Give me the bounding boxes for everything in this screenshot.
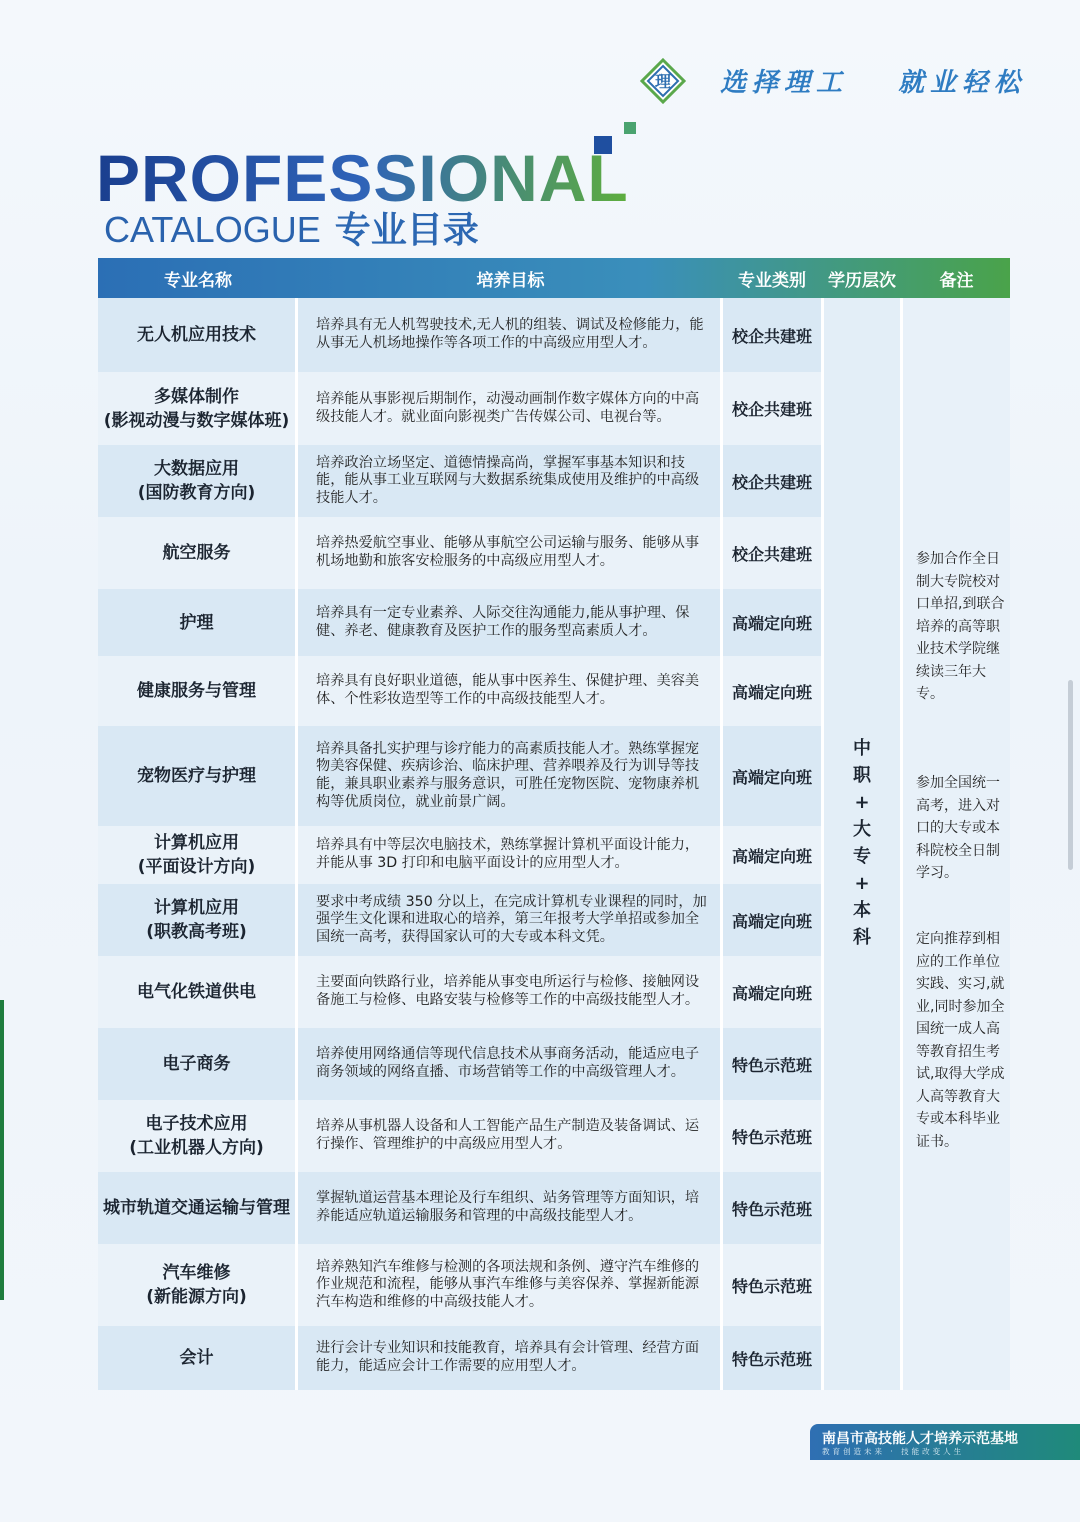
major-name: 会计 (98, 1326, 298, 1390)
scrollbar-thumb[interactable] (1068, 680, 1073, 870)
major-goal: 培养使用网络通信等现代信息技术从事商务活动，能适应电子商务领域的网络直播、市场营销等工作的中高级管理人才。 (298, 1028, 723, 1100)
major-name: 汽车维修 (新能源方向) (98, 1244, 298, 1326)
note-2: 参加全国统一高考，进入对口的大专或本科院校全日制学习。 (916, 775, 1000, 881)
major-goal: 培养具有一定专业素养、人际交往沟通能力,能从事护理、保健、养老、健康教育及医护工作的服务型高素质人才。 (298, 589, 723, 656)
major-goal: 培养能从事影视后期制作，动漫动画制作数字媒体方向的中高级技能人才。就业面向影视类广告传媒公司、电视台等。 (298, 372, 723, 445)
major-name: 护理 (98, 589, 298, 656)
page-subtitle (104, 208, 479, 252)
major-goal: 培养具有中等层次电脑技术，熟练掌握计算机平面设计能力，并能从事 3D 打印和电脑平面设计的应用型人才。 (298, 826, 723, 884)
major-category: 校企共建班 (723, 372, 821, 445)
major-category: 高端定向班 (723, 826, 821, 884)
major-goal: 培养具备扎实护理与诊疗能力的高素质技能人才。熟练掌握宠物美容保健、疾病诊治、临床护理、营养喂养及行为训导等技能，兼具职业素养与服务意识，可胜任宠物医院、宠物康养机构等优质岗位，就业前景广阔。 (298, 726, 723, 826)
major-name: 多媒体制作 (影视动漫与数字媒体班) (98, 372, 298, 445)
major-goal: 要求中考成绩 350 分以上，在完成计算机专业课程的同时，加强学生文化课和进取心的培养，第三年报考大学单招或参加全国统一高考，获得国家认可的大专或本科文凭。 (298, 884, 723, 956)
subtitle-en: CATALOGUE (104, 209, 321, 250)
major-category: 校企共建班 (723, 517, 821, 589)
notes-column (903, 298, 1010, 1390)
major-category: 特色示范班 (723, 1028, 821, 1100)
slogan-right: 就业轻松 (898, 68, 1027, 98)
subtitle-cn: 专业目录 (334, 209, 479, 250)
header-category: 专业类别 (738, 270, 806, 291)
major-category: 特色示范班 (723, 1172, 821, 1244)
major-name: 大数据应用 (国防教育方向) (98, 445, 298, 517)
major-goal: 培养从事机器人设备和人工智能产品生产制造及装备调试、运行操作、管理维护的中高级应用型人才。 (298, 1100, 723, 1172)
major-category: 特色示范班 (723, 1326, 821, 1390)
school-logo-icon (640, 58, 686, 104)
table-body (98, 298, 1010, 1390)
major-goal: 掌握轨道运营基本理论及行车组织、站务管理等方面知识，培养能适应轨道运输服务和管理的中高级技能型人才。 (298, 1172, 723, 1244)
level-text: 中 职 + 大 专 + 本 科 (853, 738, 871, 948)
major-goal: 培养熟知汽车维修与检测的各项法规和条例、遵守汽车维修的作业规范和流程，能够从事汽车维修与美容保养、掌握新能源汽车构造和维修的中高级技能人才。 (298, 1244, 723, 1326)
major-name: 电子商务 (98, 1028, 298, 1100)
major-name: 宠物医疗与护理 (98, 726, 298, 826)
major-category: 高端定向班 (723, 956, 821, 1028)
major-category: 校企共建班 (723, 298, 821, 372)
footer-title: 南昌市高技能人才培养示范基地 (822, 1431, 1018, 1447)
slogan-left: 选择理工 (720, 68, 849, 98)
header-level: 学历层次 (828, 270, 896, 291)
level-column (821, 298, 903, 1390)
major-name: 无人机应用技术 (98, 298, 298, 372)
major-name: 城市轨道交通运输与管理 (98, 1172, 298, 1244)
major-category: 高端定向班 (723, 884, 821, 956)
note-3: 定向推荐到相应的工作单位实践、实习,就业,同时参加全国统一成人高等教育招生考试,取得大学成人高等教育大专或本科毕业证书。 (916, 931, 1005, 1150)
major-category: 特色示范班 (723, 1244, 821, 1326)
catalogue-table (98, 258, 1010, 1390)
page-title: PROFESSIONAL (96, 138, 629, 218)
major-category: 校企共建班 (723, 445, 821, 517)
major-goal: 进行会计专业知识和技能教育，培养具有会计管理、经营方面能力，能适应会计工作需要的应用型人才。 (298, 1326, 723, 1390)
table-header (98, 258, 1010, 298)
major-category: 高端定向班 (723, 656, 821, 726)
major-category: 高端定向班 (723, 726, 821, 826)
header-notes: 备注 (939, 270, 974, 291)
major-name: 计算机应用 (平面设计方向) (98, 826, 298, 884)
note-1: 参加合作全日制大专院校对口单招,到联合培养的高等职业技术学院继续读三年大专。 (916, 551, 1005, 702)
major-goal: 主要面向铁路行业，培养能从事变电所运行与检修、接触网设备施工与检修、电路安装与检修等工作的中高级技能型人才。 (298, 956, 723, 1028)
major-name: 电气化铁道供电 (98, 956, 298, 1028)
major-goal: 培养政治立场坚定、道德情操高尚，掌握军事基本知识和技能，能从事工业互联网与大数据系统集成使用及维护的中高级技能人才。 (298, 445, 723, 517)
major-name: 健康服务与管理 (98, 656, 298, 726)
major-goal: 培养热爱航空事业、能够从事航空公司运输与服务、能够从事机场地勤和旅客安检服务的中高级应用型人才。 (298, 517, 723, 589)
major-name: 计算机应用 (职教高考班) (98, 884, 298, 956)
major-goal: 培养具有无人机驾驶技术,无人机的组装、调试及检修能力，能从事无人机场地操作等各项工作的中高级应用型人才。 (298, 298, 723, 372)
major-category: 特色示范班 (723, 1100, 821, 1172)
logo-text: 理 (654, 72, 672, 91)
major-name: 电子技术应用 (工业机器人方向) (98, 1100, 298, 1172)
left-edge-strip (0, 1000, 4, 1300)
header-name: 专业名称 (164, 270, 232, 291)
footer-subtitle: 教育创造未来 · 技能改变人生 (822, 1447, 965, 1456)
header-goal: 培养目标 (476, 270, 545, 291)
major-category: 高端定向班 (723, 589, 821, 656)
major-goal: 培养具有良好职业道德，能从事中医养生、保健护理、美容美体、个性彩妆造型等工作的中高级技能型人才。 (298, 656, 723, 726)
major-name: 航空服务 (98, 517, 298, 589)
decor-square-green (624, 122, 636, 134)
